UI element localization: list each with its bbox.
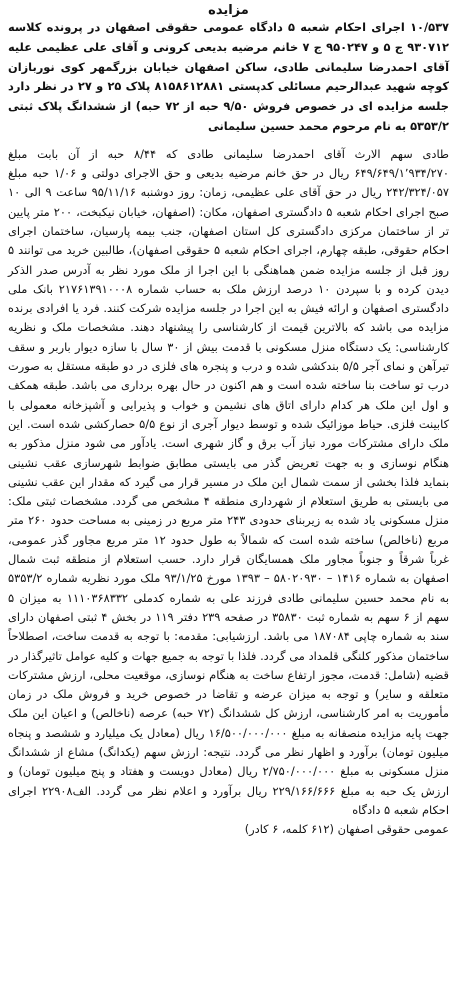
notice-body-paragraph: طادی سهم الارث آقای احمدرضا سلیمانی طادی که ۸/۴۴ حبه از آن بابت مبلغ ۶۴۹/۶۴۹/۱٬۹۳۴/۲۷۰ ریال در حق خانم مرضیه بدیعی و حق الاجرای دولتی و ۱/۰۶ حبه مبلغ ۲۴۲/۳۲۴/۰۵۷ ریال در حق آقای علی عظیمی، زمان: روز دوشنبه ۹۵/۱۱/۱۶ ساعت ۹ الی ۱۰ صبح اجرای احکام شعبه ۵ دادگستری اصفهان، مکان: (اصفهان، خیابان نیکبخت، ۲۰۰ متر پایین تر از ساختمان مرکزی دادگستری کل استان اصفهان، جنب بیمه پارسیان، ساختمان اجرای احکام حقوقی، طبقه چهارم، اجرای احکام شعبه ۵ حقوقی اصفهان)، طالبین خرید می توانند ۵ روز قبل از جلسه مزایده ضمن هماهنگی با این اجرا از ملک مورد نظر به آدرس صدر الذکر دیدن کرده و با سپردن ۱۰ درصد ارزش ملک به حساب شماره ۲۱۷۶۱۳۹۱۰۰۰۸ بانک ملی دادگستری اصفهان و ارائه فیش به این اجرا در جلسه مزایده شرکت کنند. فرد یا افرادی برنده مزایده می باشد که بالاترین قیمت از کارشناسی را پیشنهاد دهند. مشخصات ملک و نظریه کارشناسی: یک دستگاه منزل مسکونی با قدمت بیش از ۳۰ سال با سازه دیوار باربر و سقف تیرآهن و نمای آجر ۵/۵ بندکشی شده و درب و پنجره های فلزی در دو طبقه مستقل به صورت درب تو ساخت بنا ساخته شده است و هم اکنون در حال بهره برداری می باشد. طبقه همکف و اول این ملک هر کدام دارای اتاق های نشیمن و خواب و پذیرایی و آشپزخانه معمولی با کابینت فلزی. حیاط موزائیک شده و توسط دیوار آجری از نوع ۵/۵ حصارکشی شده است. این ملک دارای مشترکات مورد نیاز آب برق و گاز شهری است. یادآور می شود منزل مذکور به هنگام نوسازی و به جهت تعریض گذر می بایستی مطابق ضوابط شهرسازی عقب نشینی بنماید فلذا بخشی از سمت شمال این ملک در مسیر قرار می گیرد که مقدار این عقب نشینی می بایستی به طریق استعلام از شهرداری منطقه ۴ مشخص می گردد. مشخصات ثبتی ملک: منزل مسکونی یاد شده به زیربنای حدودی ۲۴۳ متر مربع در زمینی به مساحت حدود ۲۶۰ متر مربع (ناخالص) ساخته شده است که شمالاً به طول حدود ۱۲ متر مربع مجاور گذر عمومی، غرباً شرقاً و جنوباً مجاور ملک همسایگان قرار دارد. حسب استعلام از منطقه ثبت شمال اصفهان به شماره ۱۴۱۶ – ۵۸۰۲۰۹۳۰ – ۱۳۹۳ مورخ ۹۳/۱/۲۵ ملک مورد نظریه شماره ۵۳۵۳/۲ به نام محمد حسین سلیمانی طادی فرزند علی به شماره کدملی ۱۱۱۰۳۶۸۳۳۲ به میزان ۵ سهم از ۶ سهم به شماره ثبت ۳۵۸۳۰ در صفحه ۲۳۹ دفتر ۱۱۹ در بخش ۴ ثبتی اصفهان دارای سند به شماره چاپی ۱۸۷۰۸۴ می باشد. ارزشیابی: مقدمه: با توجه به قدمت ساخت، اصطلاحاً ساختمان مذکور کلنگی قلمداد می گردد. فلذا با توجه به جمیع جهات و کلیه عوامل تاثیرگذار در قضیه (شامل: قدمت، مجوز ارتفاع ساخت به هنگام نوسازی، موقعیت محلی، ارزش مشترکات متعلقه و سایر) و توجه به میزان عرضه و تقاضا در خصوص خرید و فروش ملک در زمان مأموریت به امر کارشناسی، ارزش کل ششدانگ (۷۲ حبه) عرصه (ناخالص) و اعیان این ملک جهت پایه مزایده منصفانه به مبلغ ۱۶/۵۰۰/۰۰۰/۰۰۰ ریال (معادل یک میلیارد و ششصد و پنجاه میلیون تومان) برآورد و اظهار نظر می گردد. نتیجه: ارزش سهم (یکدانگ) مشاع از ششدانگ منزل مسکونی به مبلغ ۲/۷۵۰/۰۰۰/۰۰۰ ریال (معادل دویست و هفتاد و پنج میلیون تومان) و ارزش یک حبه به مبلغ ۲۲۹/۱۶۶/۶۶۶ ریال برآورد و اعلام نظر می گردد. الف۲۲۹۰۸ اجرای احکام شعبه ۵ دادگاه — [8, 146, 450, 817]
notice-title: مزایده — [208, 4, 249, 18]
notice-intro-paragraph: ۱۰/۵۳۷ اجرای احکام شعبه ۵ دادگاه عمومی حقوقی اصفهان در پرونده کلاسه ۹۳۰۷۱۲ ج ۵ و ۹۵۰۲۴۷ ج ۷ خانم مرضیه بدیعی کرونی و آقای علی عظیمی علیه آقای احمدرضا سلیمانی طادی، ساکن اصفهان خیابان بزرگمهر کوی نوربازان کوچه شهید عبدالرحیم مسائلی کدپستی ۸۱۵۸۶۱۲۸۸۱ پلاک ۲۵ و ۲۷ در نظر دارد جلسه مزایده ای در خصوص فروش ۹/۵۰ حبه از ۷۲ حبه) از ششدانگ پلاک ثبتی ۵۳۵۳/۲ به نام مرحوم محمد حسین سلیمانی — [8, 20, 450, 133]
notice-footer: عمومی حقوقی اصفهان (۶۱۲ کلمه، ۶ کادر) — [244, 822, 449, 837]
court-auction-notice — [6, 4, 451, 983]
